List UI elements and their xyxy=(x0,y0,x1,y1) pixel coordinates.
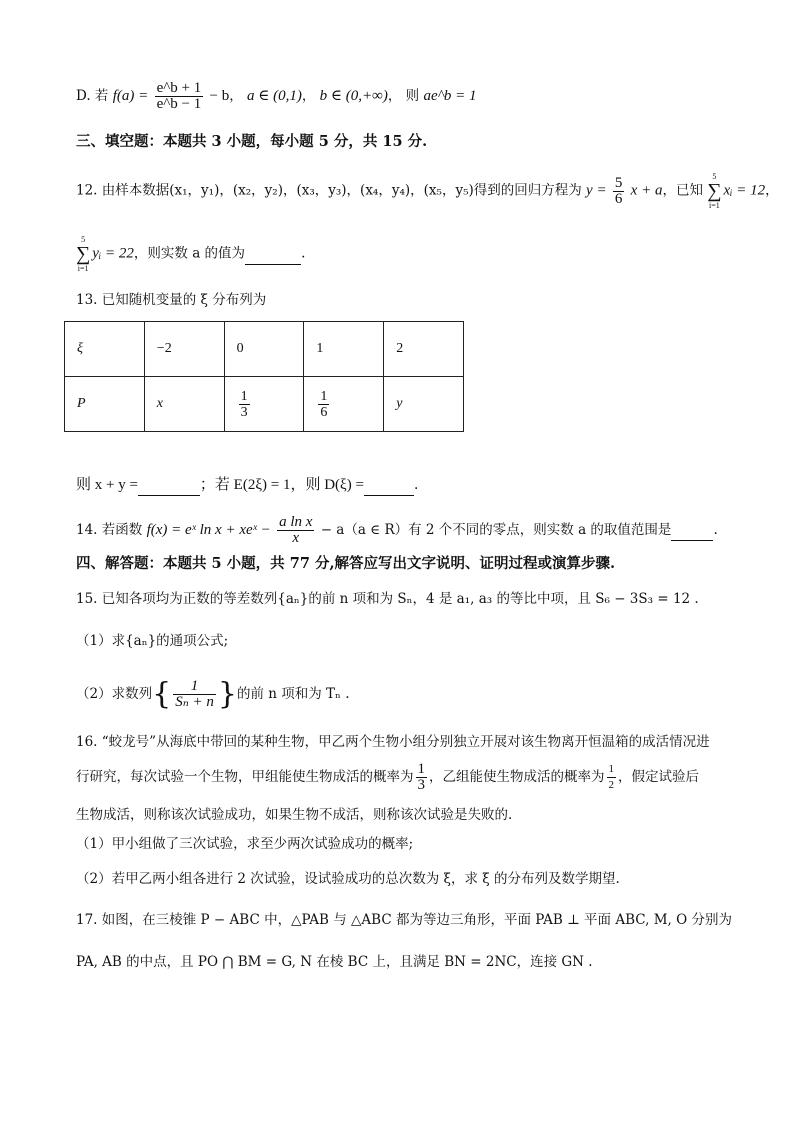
question-16-part1: （1）甲小组做了三次试验，求至少两次试验成功的概率; xyxy=(76,836,414,852)
q12-text2: ，则实数 a 的值为 xyxy=(133,245,246,262)
option-d-numerator: e^b + 1 xyxy=(156,80,202,96)
question-17-line1: 17. 如图，在三棱锥 P − ABC 中，△PAB 与 △ABC 都为等边三角形，平面 PAB ⊥ 平面 ABC, M, O 分别为 xyxy=(76,912,732,928)
q16-p2-den: 2 xyxy=(608,779,614,791)
q15-frac-num: 1 xyxy=(173,679,216,695)
q14-text1: 14. 若函数 xyxy=(76,522,143,538)
q14-fraction xyxy=(277,515,314,546)
question-13-intro: 13. 已知随机变量的 ξ 分布列为 xyxy=(76,292,267,308)
table-cell-2: 2 xyxy=(384,322,464,377)
frac-1-6-den: 6 xyxy=(320,404,328,420)
table-cell-p: P xyxy=(65,377,145,432)
question-17-line2: PA, AB 的中点，且 PO ⋂ BM = G, N 在棱 BC 上，且满足 BN = 2NC，连接 GN . xyxy=(76,954,593,970)
q16-p1 xyxy=(416,762,428,793)
q12-sum-x: xᵢ = 12 xyxy=(723,182,766,199)
table-cell-x: x xyxy=(144,377,224,432)
q12-sum-x-symbol: 5 ∑ i=1 xyxy=(707,172,722,210)
q13-blank-2[interactable] xyxy=(364,475,414,496)
option-d-denominator: e^b − 1 xyxy=(156,96,202,112)
question-16-line2 xyxy=(76,762,699,793)
q16-p1-num: 1 xyxy=(417,761,425,777)
option-d-tail: − b xyxy=(209,88,230,104)
q12-end: . xyxy=(301,245,306,262)
q16-line2-post: ，假定试验后 xyxy=(618,769,699,785)
q14-blank[interactable] xyxy=(671,520,713,541)
q13-after1: 则 x + y = xyxy=(76,477,138,493)
q13-end: . xyxy=(413,477,419,493)
table-cell-0: 0 xyxy=(224,322,304,377)
option-d-conclusion: ae^b = 1 xyxy=(423,88,477,104)
option-d-concl-prefix: 则 xyxy=(405,88,420,104)
q13-after2: ；若 E(2ξ) = 1，则 D(ξ) = xyxy=(199,477,364,493)
frac-1-3-den: 3 xyxy=(240,404,248,420)
q12-fraction xyxy=(613,176,625,207)
q13-blank-1[interactable] xyxy=(138,475,200,496)
q16-p2 xyxy=(607,762,617,793)
q14-end: . xyxy=(713,522,718,538)
q12-frac-num: 5 xyxy=(614,174,623,191)
q15-fraction xyxy=(173,679,216,710)
table-cell-neg2: −2 xyxy=(144,322,224,377)
q14-frac-den: x xyxy=(292,530,300,546)
q14-frac-num: a ln x xyxy=(279,514,313,530)
q16-p1-den: 3 xyxy=(417,777,425,793)
question-15-line1: 15. 已知各项均为正数的等差数列{aₙ}的前 n 项和为 Sₙ，4 是 a₁, a₃ 的等比中项，且 S₆ − 3S₃ = 12 . xyxy=(76,591,699,607)
question-15-part2: （2）求数列{ $\frac{1}{\text{Sₙ + n}}$ }的前 n 项和为 Tₙ . xyxy=(76,676,350,712)
q12-sum-y-symbol: 5 ∑ i=1 xyxy=(76,235,91,273)
option-d-cond2: b ∈ (0,+∞) xyxy=(319,88,388,104)
q12-sum-y-bottom: i=1 xyxy=(77,264,89,273)
frac-1-3-num: 1 xyxy=(240,388,248,404)
question-12-line1: 12. 由样本数据(x₁，y₁)，(x₂，y₂)，(x₃，y₃)，(x₄，y₄)，(x₅，y₅)得到的回归方程为 y = $\frac{5}{6}$ x + a，已知 5 ∑ i=1xᵢ = 12， xyxy=(76,172,779,210)
section-3-heading: 三、填空题：本题共 3 小题，每小题 5 分，共 15 分. xyxy=(76,133,428,150)
q16-p2-num: 1 xyxy=(607,762,617,778)
table-cell-1: 1 xyxy=(304,322,384,377)
q12-answer-blank[interactable] xyxy=(245,244,301,265)
question-12-line2 xyxy=(76,235,305,273)
table-cell-y: y xyxy=(384,377,464,432)
q15-part2-pre: （2）求数列 xyxy=(76,686,153,702)
q12-known: ，已知 xyxy=(662,182,703,199)
q16-line2-pre: 行研究，每次试验一个生物，甲组能使生物成活的概率为 xyxy=(76,769,414,785)
table-cell-frac-1-3 xyxy=(224,377,304,432)
frac-1-6-num: 1 xyxy=(320,388,328,404)
option-d-cond1: a ∈ (0,1) xyxy=(247,88,302,104)
question-14 xyxy=(76,515,718,546)
option-d-fa: f(a) = xyxy=(112,88,149,104)
distribution-table xyxy=(64,321,464,432)
question-16-part2: （2）若甲乙两小组各进行 2 次试验，设试验成功的总次数为 ξ，求 ξ 的分布列及数学期望. xyxy=(76,871,620,887)
q12-eq-lhs: y = xyxy=(586,182,607,199)
question-16-line3: 生物成活，则称该次试验成功，如果生物不成活，则称该次试验是失败的. xyxy=(76,807,513,823)
table-cell-xi: ξ xyxy=(65,322,145,377)
q12-sum-y: yᵢ = 22 xyxy=(92,245,134,262)
q12-sum-x-bottom: i=1 xyxy=(709,201,720,210)
q12-sum-y-top: 5 xyxy=(81,235,86,244)
option-d-fraction xyxy=(155,81,204,112)
q15-frac-den: Sₙ + n xyxy=(175,694,214,710)
question-16-line1: 16. “蛟龙号”从海底中带回的某种生物，甲乙两个生物小组分别独立开展对该生物离开恒温箱的成活情况进 xyxy=(76,734,710,750)
section-4-heading: 四、解答题：本题共 5 小题，共 77 分,解答应写出文字说明、证明过程或演算步骤. xyxy=(76,555,616,572)
q14-fx: f(x) = eˣ ln x + xeˣ − xyxy=(146,522,271,538)
q14-tail: − a（a ∈ R）有 2 个不同的零点，则实数 a 的取值范围是 xyxy=(320,522,672,538)
option-d-label: D. 若 xyxy=(76,88,109,104)
table-row xyxy=(65,322,464,377)
question-15-part1: （1）求{aₙ}的通项公式; xyxy=(76,633,229,649)
question-13-answer-line xyxy=(76,475,418,496)
q12-sum-x-top: 5 xyxy=(712,172,717,181)
table-cell-frac-1-6 xyxy=(304,377,384,432)
table-row xyxy=(65,377,464,432)
q12-eq-tail: x + a xyxy=(630,182,663,199)
q16-line2-mid: ，乙组能使生物成活的概率为 xyxy=(429,769,605,785)
q12-frac-den: 6 xyxy=(614,190,623,207)
q15-part2-post: 的前 n 项和为 Tₙ . xyxy=(236,686,350,702)
option-d: D. 若 f(a) = $\frac{e\^{}b + 1}{e\^{}b - 1}$ − b， a ∈ (0,1)， b ∈ (0,+∞)， 则 ae^b = 1 xyxy=(76,80,477,112)
q12-text: 12. 由样本数据(x₁，y₁)，(x₂，y₂)，(x₃，y₃)，(x₄，y₄)，(x₅，y₅)得到的回归方程为 xyxy=(76,182,582,199)
